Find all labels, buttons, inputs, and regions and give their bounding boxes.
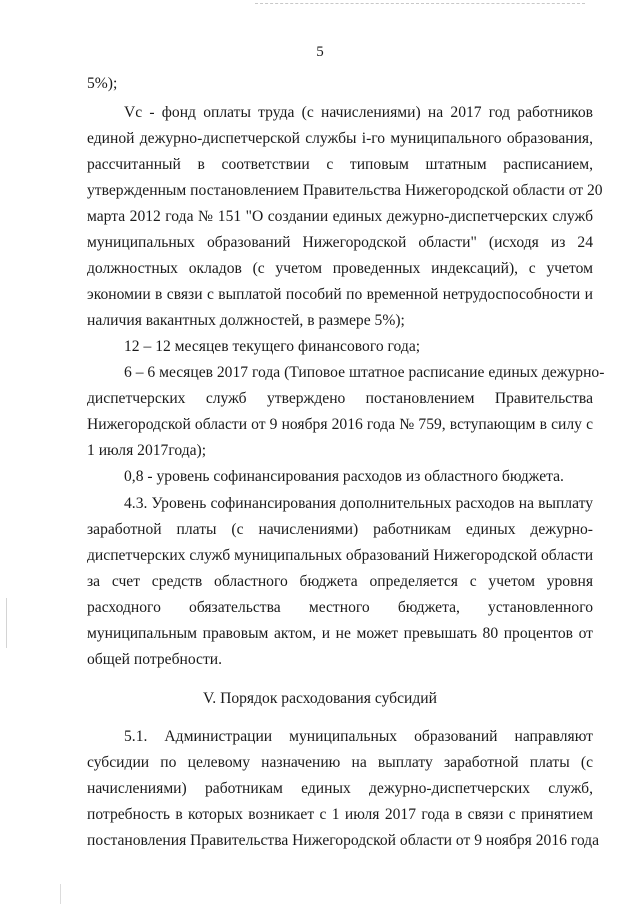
text-line: утвержденным постановлением Правительства Нижегородской области от 20	[87, 182, 603, 199]
text-line: начислениями) работникам единых дежурно-диспетчерских служб,	[87, 780, 593, 797]
text-line: общей потребности.	[87, 651, 223, 668]
text-line: диспетчерских служб утверждено постановлением Правительства	[87, 390, 593, 407]
text-line: наличия вакантных должностей, в размере 5%);	[87, 312, 405, 329]
text-line: постановления Правительства Нижегородской области от 9 ноября 2016 года	[87, 832, 600, 849]
text-line: должностных окладов (с учетом проведенных индексаций), с учетом	[87, 260, 593, 277]
text-line: 12 – 12 месяцев текущего финансового года;	[124, 338, 421, 355]
text-line: экономии в связи с выплатой пособий по временной нетрудоспособности и	[87, 286, 593, 303]
text-line: заработной платы (с начислениями) работникам единых дежурно-	[87, 521, 593, 538]
text-line: 5%);	[87, 75, 118, 92]
text-line: 1 июля 2017года);	[87, 442, 207, 459]
scan-artifact-bottom	[60, 884, 61, 904]
text-line: диспетчерских служб муниципальных образований Нижегородской области	[87, 547, 594, 564]
scan-artifact-left	[6, 598, 7, 648]
text-line: марта 2012 года № 151 "О создании единых дежурно-диспетчерских служб	[87, 208, 593, 225]
text-line: 5.1. Администрации муниципальных образований направляют	[124, 728, 593, 745]
text-line: субсидии по целевому назначению на выплату заработной платы (с	[87, 754, 593, 771]
text-line: за счет средств областного бюджета определяется с учетом уровня	[87, 573, 593, 590]
text-line: Нижегородской области от 9 ноября 2016 года № 759, вступающим в силу с	[87, 416, 593, 433]
section-heading: V. Порядок расходования субсидий	[203, 690, 437, 707]
scan-artifact-top	[255, 3, 585, 4]
text-line: 4.3. Уровень софинансирования дополнительных расходов на выплату	[124, 495, 593, 512]
text-line: 0,8 - уровень софинансирования расходов из областного бюджета.	[124, 468, 564, 485]
text-line: 6 – 6 месяцев 2017 года (Типовое штатное расписание единых дежурно-	[124, 364, 605, 381]
text-line: Vс - фонд оплаты труда (с начислениями) на 2017 год работников	[124, 104, 593, 121]
text-line: потребность в которых возникает с 1 июля 2017 года в связи с принятием	[87, 806, 593, 823]
page-number: 5	[316, 44, 324, 60]
text-line: рассчитанный в соответствии с типовым штатным расписанием,	[87, 156, 593, 173]
text-line: расходного обязательства местного бюджета, установленного	[87, 599, 593, 616]
text-line: муниципальным правовым актом, и не может превышать 80 процентов от	[87, 625, 593, 642]
text-line: муниципальных образований Нижегородской области" (исходя из 24	[87, 234, 593, 251]
text-line: единой дежурно-диспетчерской службы i-го муниципального образования,	[87, 130, 593, 147]
